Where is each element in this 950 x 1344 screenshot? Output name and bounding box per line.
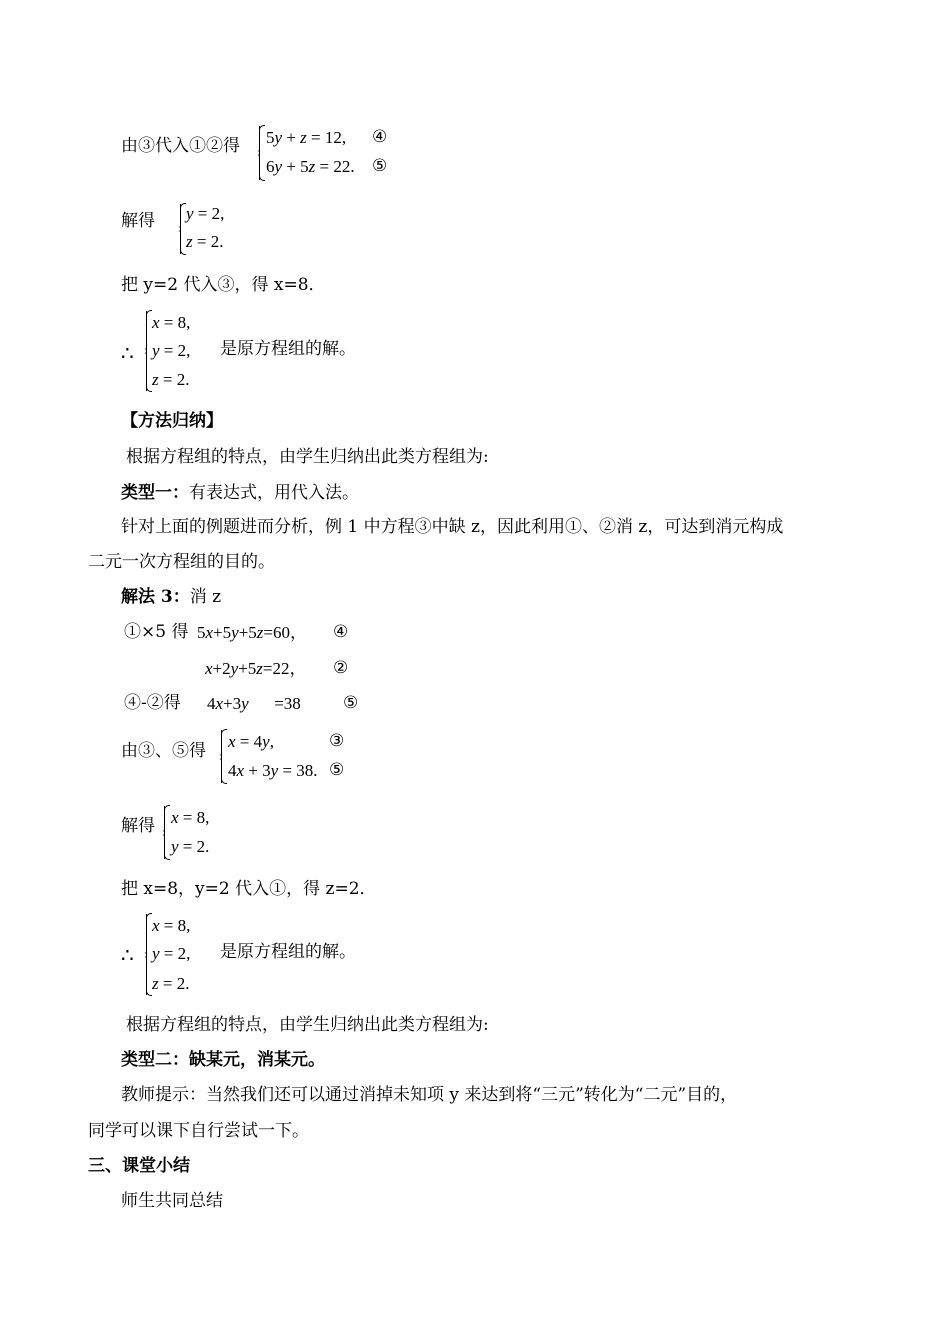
type-1-text: 有表达式，用代入法。 [189, 483, 359, 503]
system-4-label: 解得 [121, 816, 155, 836]
left-brace [146, 914, 147, 995]
type-1-label: 类型一： [121, 483, 189, 503]
system-2-label: 解得 [121, 211, 155, 231]
equation-tag: ④ [372, 127, 388, 147]
step-expression: x+2y+5z=22， [205, 659, 307, 678]
equation: x = 8, [152, 916, 191, 935]
section-heading: 三、课堂小结 [88, 1156, 190, 1176]
equation: 4x + 3y = 38. [228, 761, 318, 780]
equation: y = 2. [171, 837, 210, 856]
left-brace [221, 730, 222, 783]
equation-tag: ⑤ [372, 156, 388, 176]
paragraph: 针对上面的例题进而分析，例 1 中方程③中缺 z，因此利用①、②消 z，可达到消元构成 [121, 517, 784, 537]
type-2-line: 类型二：缺某元，消某元。 [121, 1050, 325, 1070]
equation: y = 2, [152, 944, 191, 963]
step-expression: 5x+5y+5z=60， [197, 623, 307, 642]
step-prefix: ④-②得 [124, 693, 181, 713]
paragraph: 根据方程组的特点，由学生归纳出此类方程组为: [126, 447, 489, 467]
step-tag: ⑤ [343, 693, 359, 713]
step-tag: ④ [333, 622, 349, 642]
system-1-label: 由③代入①②得 [121, 136, 240, 156]
paragraph: 根据方程组的特点，由学生归纳出此类方程组为: [126, 1015, 489, 1035]
equation: z = 2. [152, 370, 190, 389]
solution-remark: 是原方程组的解。 [220, 339, 356, 359]
step-tag: ② [333, 658, 349, 678]
step-prefix: ①×5 得 [124, 622, 189, 642]
equation: 5y + z = 12, [266, 128, 347, 147]
left-brace [164, 806, 165, 859]
therefore-symbol: ∴ [121, 341, 134, 365]
step-expression: 4x+3y =38 [207, 694, 301, 713]
equation: z = 2. [152, 974, 190, 993]
equation: y = 2, [186, 204, 225, 223]
solution-3-text: 消 z [189, 587, 222, 607]
left-brace [146, 311, 147, 391]
solution-3-label: 解法 3： [121, 587, 190, 607]
left-brace [180, 204, 181, 254]
paragraph: 二元一次方程组的目的。 [88, 552, 275, 572]
equation: y = 2, [152, 341, 191, 360]
equation: z = 2. [186, 232, 224, 251]
paragraph: 师生共同总结 [121, 1191, 223, 1211]
left-brace [259, 126, 260, 180]
method-heading: 【方法归纳】 [121, 411, 223, 431]
equation-tag: ⑤ [329, 760, 345, 780]
equation: 6y + 5z = 22. [266, 157, 355, 176]
equation: x = 8, [171, 808, 210, 827]
system-3-label: 由③、⑤得 [121, 741, 206, 761]
paragraph: 教师提示：当然我们还可以通过消掉未知项 y 来达到将“三元”转化为“二元”目的， [121, 1085, 738, 1105]
paragraph: 同学可以课下自行尝试一下。 [88, 1121, 309, 1141]
substitution-line-1: 把 y=2 代入③，得 x=8． [121, 275, 326, 295]
type-1-line [121, 485, 359, 502]
substitution-line-2: 把 x=8，y=2 代入①，得 z=2． [121, 879, 377, 899]
equation: x = 8, [152, 313, 191, 332]
equation: x = 4y, [228, 732, 274, 751]
solution-3-line [121, 589, 221, 606]
therefore-symbol: ∴ [121, 943, 134, 967]
equation-tag: ③ [329, 731, 345, 751]
solution-remark: 是原方程组的解。 [220, 942, 356, 962]
